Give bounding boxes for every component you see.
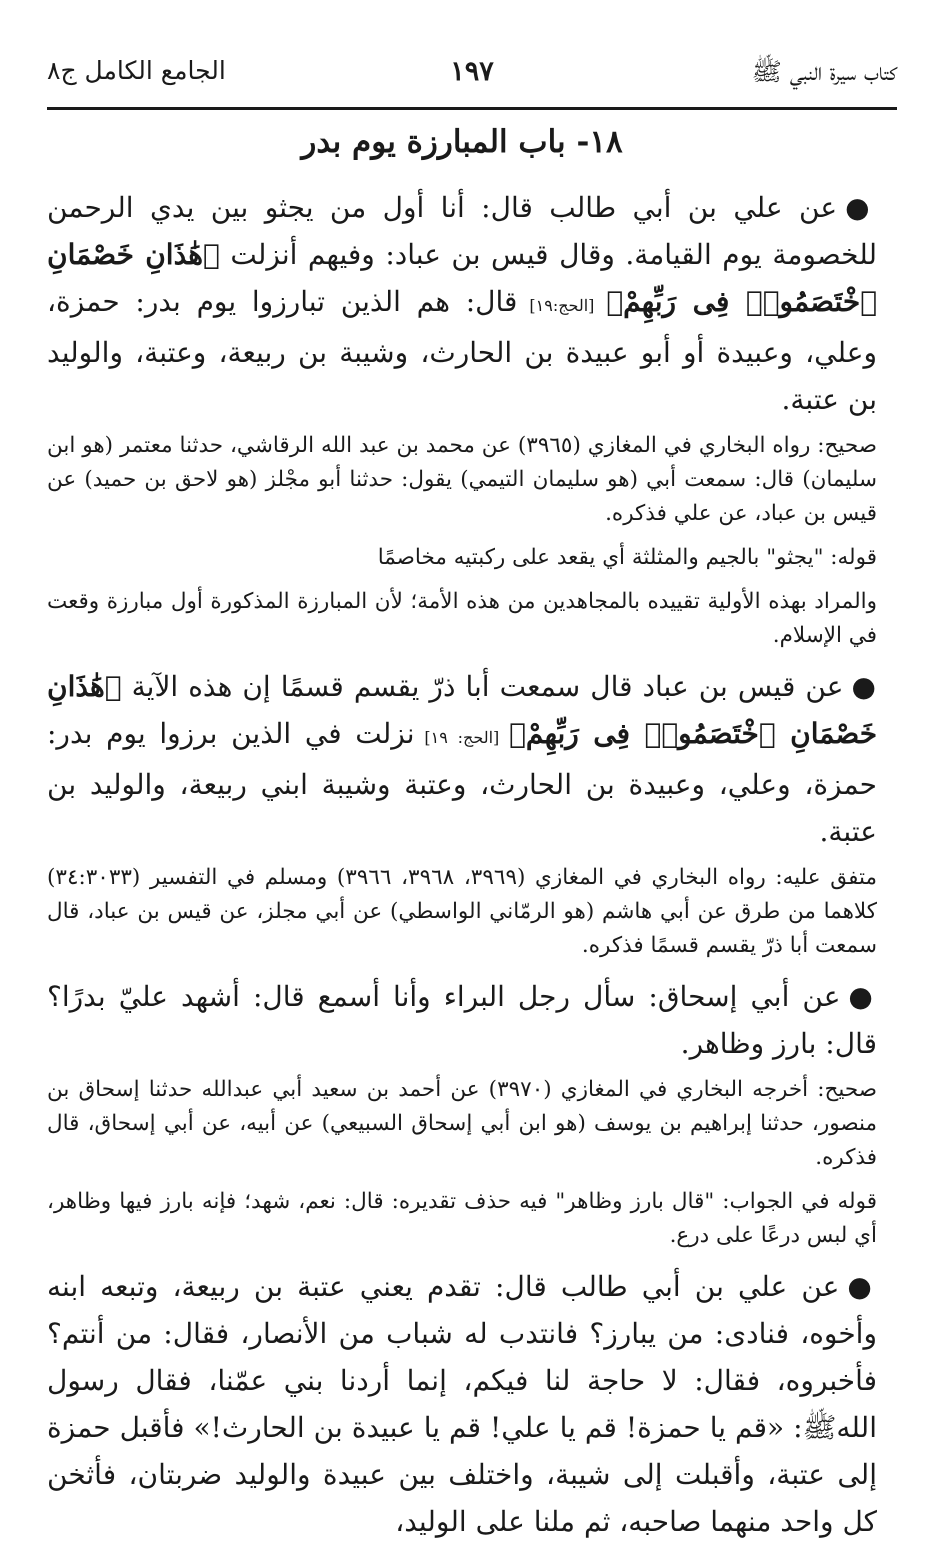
hadith-paragraph: [47, 184, 877, 423]
hadith-text: عن قيس بن عباد قال سمعت أبا ذرّ يقسم قسمًا إن هذه الآية: [121, 670, 844, 703]
hadith-text: قال: هم الذين تبارزوا يوم بدر: حمزة، وعلي، وعبيدة أو أبو عبيدة بن الحارث، وشيبة بن ربيعة، وعتبة، والوليد بن عتبة.: [47, 285, 877, 416]
running-volume-title: الجامع الكامل ج٨: [47, 56, 226, 85]
running-book-title: كتاب سيرة النبي ﷺ: [751, 57, 897, 86]
header-divider: [47, 107, 897, 110]
hadith-paragraph: [47, 663, 877, 855]
hadith-paragraph: [47, 973, 877, 1067]
quran-verse: ﴿هَٰذَانِ خَصْمَانِ ٱخْتَصَمُوا۟ فِى رَبِّهِمْ﴾: [47, 670, 878, 750]
hadith-text: عن أبي إسحاق: سأل رجل البراء وأنا أسمع قال: أشهد عليّ بدرًا؟ قال: بارز وظاهر.: [47, 980, 877, 1060]
hadith-text: عن علي بن أبي طالب قال: تقدم يعني عتبة بن ربيعة، وتبعه ابنه وأخوه، فنادى: من يبارز؟ فانتدب له شباب من الأنصار، فقال: من أنتم؟ فأخبروه، فقال: لا حاجة لنا فيكم، إنما أردنا بني عمّنا، فقال رسول اللهﷺ: «قم يا حمزة! قم يا علي! قم يا عبيدة بن الحارث!» فأقبل حمزة إلى عتبة، وأقبلت إلى شيبة، واختلف بين عبيدة والوليد ضربتان، فأثخن كل واحد منهما صاحبه، ثم ملنا على الوليد،: [47, 1270, 877, 1538]
commentary-note: قوله: "يجثو" بالجيم والمثلثة أي يقعد على ركبتيه مخاصمًا: [377, 545, 877, 570]
takhrij-note: صحيح: رواه البخاري في المغازي (٣٩٦٥) عن محمد بن عبد الله الرقاشي، حدثنا معتمر (هو ابن سليمان) قال: سمعت أبي (هو سليمان التيمي) يقول: حدثنا أبو مجْلز (هو لاحق بن حميد) عن قيس بن عباد، عن علي فذكره.: [47, 433, 878, 526]
takhrij-note: صحيح: أخرجه البخاري في المغازي (٣٩٧٠) عن أحمد بن سعيد أبي عبدالله حدثنا إسحاق بن منصور، حدثنا إبراهيم بن يوسف (هو ابن أبي إسحاق السبيعي) عن أبيه، عن أبي إسحاق، قال فذكره.: [47, 1077, 877, 1170]
commentary-note: والمراد بهذه الأولية تقييده بالمجاهدين من هذه الأمة؛ لأن المبارزة المذكورة أول مبارزة وقعت في الإسلام.: [47, 589, 877, 648]
page-header: [47, 56, 897, 96]
verse-reference: [الحج:١٩]: [517, 296, 607, 315]
quran-verse: ﴿هَٰذَانِ خَصْمَانِ ٱخْتَصَمُوا۟ فِى رَبِّهِمْ﴾: [47, 238, 878, 318]
hadith-text: عن علي بن أبي طالب قال: أنا أول من يجثو بين يدي الرحمن للخصومة يوم القيامة. وقال قيس بن عباد: وفيهم أنزلت: [47, 191, 877, 271]
page-body: [47, 184, 877, 1551]
bullet-icon: ●: [851, 670, 877, 703]
bullet-icon: ●: [847, 1270, 877, 1303]
verse-reference: [الحج: ١٩]: [414, 728, 510, 747]
hadith-text: نزلت في الذين برزوا يوم بدر: حمزة، وعلي، وعبيدة بن الحارث، وعتبة وشيبة ابني ربيعة، والوليد بن عتبة.: [47, 717, 877, 848]
commentary-note: قوله في الجواب: "قال بارز وظاهر" فيه حذف تقديره: قال: نعم، شهد؛ فإنه بارز فيها وظاهر، أي لبس درعًا على درع.: [47, 1189, 877, 1248]
hadith-paragraph: [47, 1263, 877, 1545]
page-number: ١٩٧: [450, 56, 494, 87]
chapter-title: ١٨- باب المبارزة يوم بدر: [301, 124, 623, 160]
bullet-icon: ●: [845, 191, 877, 224]
bullet-icon: ●: [848, 980, 877, 1013]
takhrij-note: متفق عليه: رواه البخاري في المغازي (٣٩٦٩، ٣٩٦٨، ٣٩٦٦) ومسلم في التفسير (٣٤:٣٠٣٣) كلاهما من طرق عن أبي هاشم (هو الرمّاني الواسطي) عن أبي مجلز، عن قيس بن عباد، قال سمعت أبا ذرّ يقسم قسمًا فذكره.: [47, 865, 878, 958]
